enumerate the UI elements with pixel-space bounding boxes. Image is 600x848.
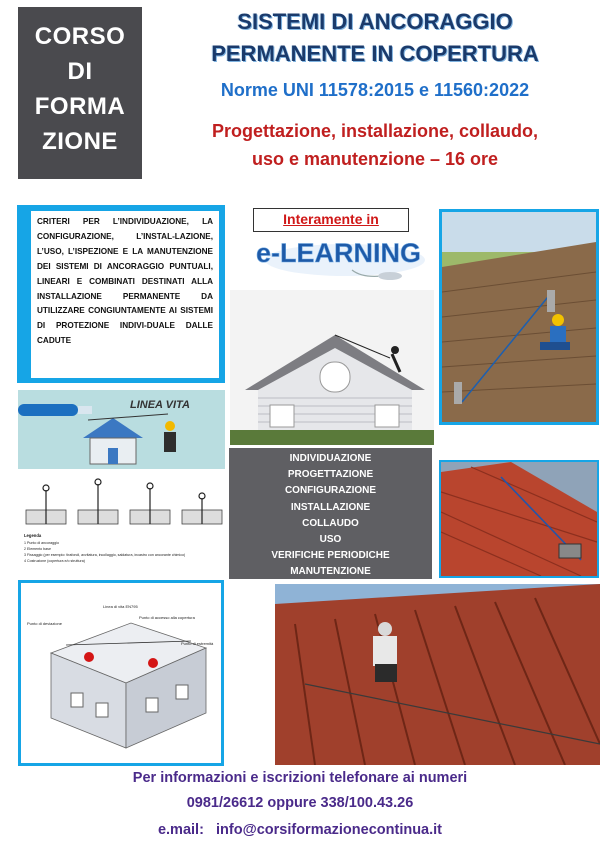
metal-roof-photo-frame — [275, 584, 600, 765]
title-line-2: PERMANENTE IN COPERTURA — [211, 41, 539, 66]
email-label: e.mail: — [157, 822, 204, 838]
topic-item: CONFIGURAZIONE — [284, 485, 377, 497]
criteria-box — [17, 205, 225, 383]
footer-phone-numbers: 0981/26612 oppure 338/100.43.26 — [186, 795, 414, 811]
title-line-1: SISTEMI DI ANCORAGGIO — [237, 9, 513, 34]
standards-line: Norme UNI 11578:2015 e 11560:2022 — [220, 80, 530, 100]
elearning-logo — [250, 232, 430, 282]
diagram-legend-title: Legenda — [24, 533, 42, 538]
course-badge-line: FORMA — [34, 93, 126, 120]
topic-item: INSTALLAZIONE — [290, 501, 371, 513]
footer-email-line — [0, 822, 600, 838]
linea-vita-label: LINEA VITA — [130, 399, 190, 411]
criteria-text: CRITERI PER L’INDIVIDUAZIONE, LA CONFIGURAZIONE, L’INSTAL-LAZIONE, L’USO, L’ISPEZIONE E LA MANUTENZIONE DEI SISTEMI DI ANCORAGGIO PUNTUALI, LINEARI E COMBINATI DESTINATI ALLA INSTALLAZIONE PERMANENTE DA UTILIZZARE CONGIUNTAMENTE AI SISTEMI DI PROTEZIONE INDIVI-DUALE DALLE CADUTE — [31, 211, 219, 378]
email-address[interactable]: info@corsiformazionecontinua.it — [216, 822, 443, 838]
course-badge-line: ZIONE — [42, 128, 118, 155]
diagram-legend-item: 3 Fissaggio (per esempio: tirafondi, avvitatura, incollaggio, saldatura, incastro con ancorante chimico) — [24, 553, 186, 557]
course-badge — [18, 7, 142, 179]
topic-item: USO — [319, 534, 342, 546]
course-badge-line: DI — [67, 58, 93, 85]
diagram-legend-item: 1 Punto di ancoraggio — [24, 541, 59, 545]
elearning-badge: Interamente in — [253, 208, 409, 232]
topic-item: COLLAUDO — [302, 517, 359, 529]
diagram-legend-item: 2 Elemento base — [24, 547, 51, 551]
photo-frame — [439, 209, 599, 425]
house-photo-frame — [230, 290, 434, 445]
linea-vita-frame — [18, 390, 225, 469]
footer-info-line: Per informazioni e iscrizioni telefonare ai numeri — [132, 770, 468, 786]
topics-box — [229, 448, 432, 579]
house-lifeline-schematic — [21, 583, 221, 763]
subtitle-line-1: Progettazione, installazione, collaudo, — [211, 121, 539, 141]
topic-item: MANUTENZIONE — [290, 566, 371, 578]
anchor-types-diagram — [18, 470, 228, 578]
red-tile-roof-photo — [441, 462, 597, 576]
topic-item: INDIVIDUAZIONE — [289, 453, 372, 464]
linea-vita-illustration — [18, 390, 225, 469]
subtitle-line-2: uso e manutenzione – 16 ore — [251, 149, 499, 169]
topic-item: VERIFICHE PERIODICHE — [271, 550, 390, 562]
schematic-label-estremita: Punto di estremità — [181, 641, 214, 646]
topic-item: PROGETTAZIONE — [287, 469, 374, 481]
schematic-label-deviazione: Punto di deviazione — [27, 621, 62, 626]
course-badge-line: CORSO — [34, 23, 126, 50]
schematic-label-linea: Linea di vita EN795 — [103, 604, 138, 609]
metal-roof-worker-photo — [275, 584, 600, 765]
schematic-label-accesso: Punto di accesso alla copertura — [139, 615, 195, 620]
anchor-diagram-frame — [18, 470, 228, 578]
house-fall-protection-photo — [230, 290, 434, 445]
roof-worker-photo — [442, 212, 596, 422]
diagram-legend-item: 4 Costruzione (copertura e/o struttura) — [24, 559, 85, 563]
elearning-logo-text: e-LEARNING — [256, 238, 422, 268]
house-schematic-frame — [18, 580, 224, 766]
photo-frame — [439, 460, 599, 578]
